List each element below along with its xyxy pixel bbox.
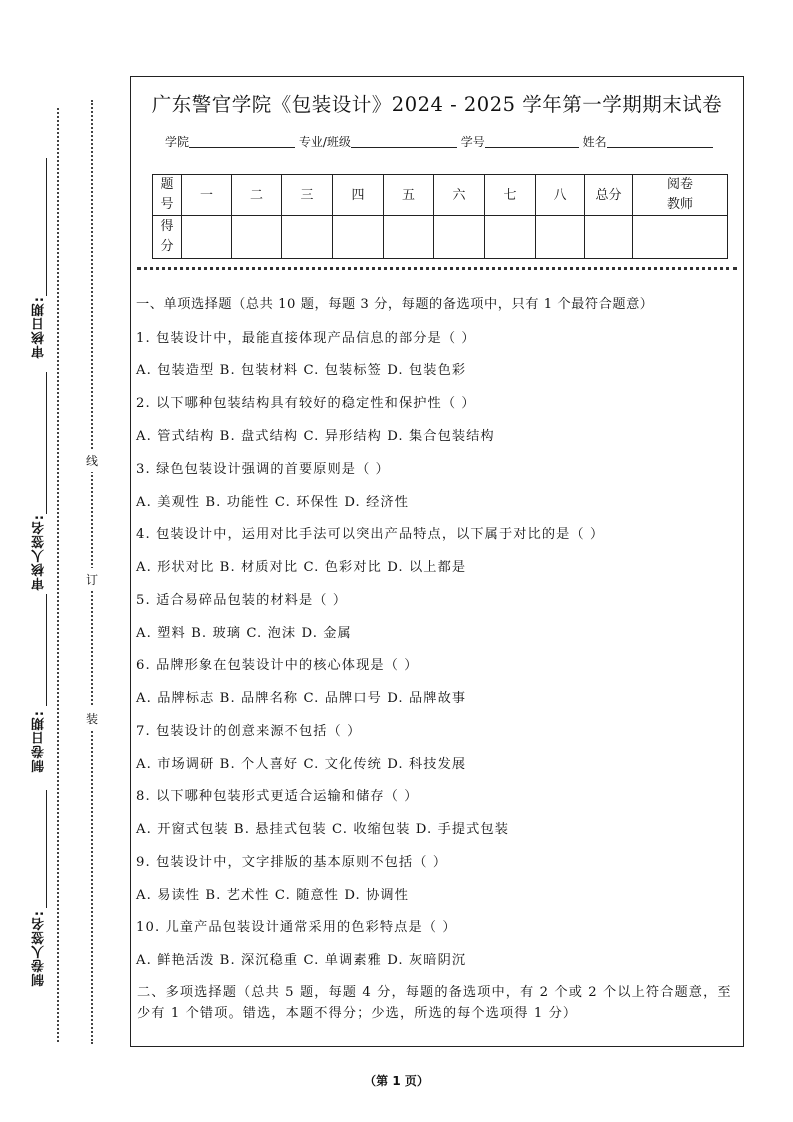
exam-title: 广东警官学院《包装设计》2024 - 2025 学年第一学期期末试卷 [151,93,723,116]
reviewer-sign-label: 审核人签名: [32,514,47,591]
score-table [152,174,728,259]
cut-word-seal: 装 [86,707,98,730]
question-stem: 6. 品牌形象在包装设计中的核心体现是（ ） [136,658,419,673]
student-info-row [165,133,713,150]
col-2: 二 [232,175,282,216]
question-options: A. 包装造型 B. 包装材料 C. 包装标签 D. 包装色彩 [136,363,467,378]
name-field[interactable] [607,135,713,148]
score-cell[interactable] [384,216,434,259]
question-options: A. 易读性 B. 艺术性 C. 随意性 D. 协调性 [136,888,409,903]
col-5: 五 [384,175,434,216]
score-cell[interactable] [333,216,384,259]
score-table-header-row [153,175,728,216]
college-label: 学院 [165,135,190,149]
grader-signature-cell[interactable] [633,216,728,259]
question-options: A. 鲜艳活泼 B. 深沉稳重 C. 单调素雅 D. 灰暗阴沉 [136,953,467,968]
question-options: A. 形状对比 B. 材质对比 C. 色彩对比 D. 以上都是 [136,560,467,575]
student-id-label: 学号 [460,135,485,149]
question-stem: 10. 儿童产品包装设计通常采用的色彩特点是（ ） [136,920,457,935]
question-options: A. 美观性 B. 功能性 C. 环保性 D. 经济性 [136,495,409,510]
col-6: 六 [434,175,485,216]
maker-sign-label: 制卷人签名: [32,910,47,987]
question-options: A. 市场调研 B. 个人喜好 C. 文化传统 D. 科技发展 [136,757,467,772]
question-stem: 3. 绿色包装设计强调的首要原则是（ ） [136,462,390,477]
question-stem: 9. 包装设计中，文字排版的基本原则不包括（ ） [136,855,448,870]
college-field[interactable] [189,135,295,148]
col-8: 八 [536,175,585,216]
score-label: 得分 [153,216,182,259]
outer-dotted-border [57,108,59,1042]
score-table-score-row [153,216,728,259]
cut-word-bind: 订 [86,568,98,591]
grader-label: 阅卷教师 [633,175,728,216]
question-options: A. 塑料 B. 玻璃 C. 泡沫 D. 金属 [136,626,352,641]
score-cell-total[interactable] [585,216,633,259]
section1-heading: 一、单项选择题（总共 10 题，每题 3 分，每题的备选项中，只有 1 个最符合题意） [136,297,654,312]
question-stem: 4. 包装设计中，运用对比手法可以突出产品特点，以下属于对比的是（ ） [136,527,605,542]
question-options: A. 开窗式包装 B. 悬挂式包装 C. 收缩包装 D. 手提式包装 [136,822,510,837]
dotted-separator [137,267,737,270]
score-cell[interactable] [232,216,282,259]
score-cell[interactable] [282,216,333,259]
question-stem: 7. 包装设计的创意来源不包括（ ） [136,724,362,739]
score-cell[interactable] [485,216,536,259]
col-total: 总分 [585,175,633,216]
col-7: 七 [485,175,536,216]
review-date-line [46,158,47,296]
question-stem: 1. 包装设计中，最能直接体现产品信息的部分是（ ） [136,331,476,346]
question-stem: 5. 适合易碎品包装的材料是（ ） [136,593,348,608]
make-date-label: 制卷日期: [32,710,47,773]
question-options: A. 管式结构 B. 盘式结构 C. 异形结构 D. 集合包装结构 [136,429,495,444]
exam-paper [130,76,744,1047]
col-3: 三 [282,175,333,216]
review-date-label: 审核日期: [32,296,47,359]
question-options: A. 品牌标志 B. 品牌名称 C. 品牌口号 D. 品牌故事 [136,691,467,706]
section2-heading: 二、多项选择题（总共 5 题，每题 4 分，每题的备选项中，有 2 个或 2 个以上符合题意，至少有 1 个错项。错选，本题不得分；少选，所选的每个选项得 1 分） [137,985,732,1021]
cut-word-line: 线 [86,449,98,472]
name-label: 姓名 [582,135,607,149]
reviewer-sign-line [46,372,47,514]
score-cell[interactable] [434,216,485,259]
score-cell[interactable] [536,216,585,259]
major-label: 专业/班级 [298,135,351,149]
make-date-line [46,594,47,706]
col-1: 一 [182,175,232,216]
question-number-label: 题号 [153,175,182,216]
maker-sign-line [46,790,47,908]
page-number: （第 1 页） [364,1074,429,1088]
student-id-field[interactable] [485,135,579,148]
question-stem: 8. 以下哪种包装形式更适合运输和储存（ ） [136,789,419,804]
col-4: 四 [333,175,384,216]
score-cell[interactable] [182,216,232,259]
question-stem: 2. 以下哪种包装结构具有较好的稳定性和保护性（ ） [136,396,476,411]
major-class-field[interactable] [351,135,457,148]
